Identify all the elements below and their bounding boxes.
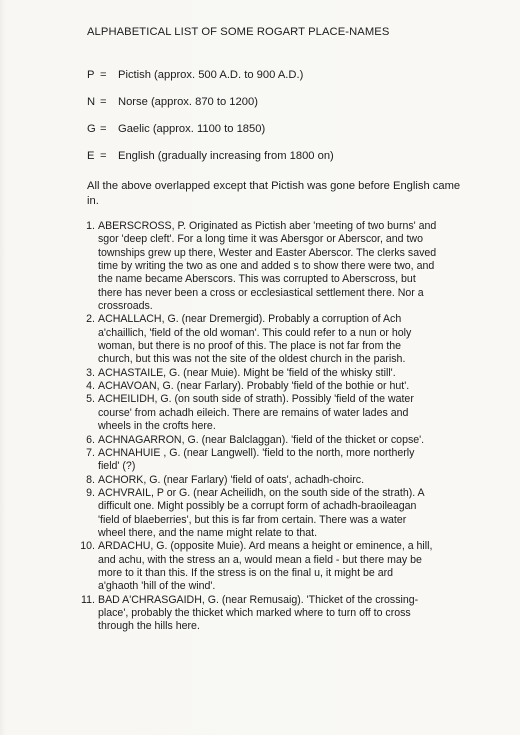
key-line-gaelic <box>87 123 265 135</box>
list-item <box>85 447 495 474</box>
list-item-line: BAD A'CHRASGAIDH, G. (near Remusaig). 'Thicket of the crossing- <box>98 593 419 606</box>
list-item <box>85 367 495 380</box>
list-item-line: townships grew up there, Wester and Easter Aberscor. The clerks saved <box>98 246 437 259</box>
list-item-line: ACHAVOAN, G. (near Farlary). Probably 'field of the bothie or hut'. <box>98 380 410 393</box>
list-item <box>80 540 495 593</box>
key-equals: = <box>100 96 107 108</box>
list-item-line: ACHNAHUIE , G. (near Langwell). 'field to the north, more northerly <box>98 446 415 459</box>
list-item <box>85 487 495 540</box>
key-line-norse <box>87 96 258 108</box>
list-item-number: 8. <box>86 473 95 486</box>
list-item-line: sgor 'deep cleft'. For a long time it was Abersgor or Aberscor, and two <box>98 233 423 246</box>
list-item <box>85 313 495 366</box>
key-text: English (gradually increasing from 1800 on) <box>118 150 334 162</box>
key-text: Norse (approx. 870 to 1200) <box>118 96 258 108</box>
list-item <box>85 474 495 487</box>
list-item-line: wheel there, and the name might relate to that. <box>98 526 318 539</box>
place-name-list <box>80 220 495 634</box>
list-item-line: 'field of blaeberries', but this is far from certain. There was a water <box>98 513 407 526</box>
key-code: N <box>87 96 96 108</box>
list-item-number: 7. <box>86 446 95 459</box>
list-item-line: difficult one. Might possibly be a corrupt form of achadh-braoileagan <box>98 500 417 513</box>
key-code: G <box>87 123 96 135</box>
key-code: P <box>87 69 95 81</box>
list-item-line: there has never been a cross or ecclesiastical settlement there. Nor a <box>98 286 424 299</box>
key-text: Gaelic (approx. 1100 to 1850) <box>118 123 266 135</box>
intro-paragraph <box>87 179 487 209</box>
list-item-number: 6. <box>86 433 95 446</box>
list-item-number: 10. <box>80 540 95 553</box>
list-item-line: more to it than this. If the stress is on the final u, it might be ard <box>98 566 394 579</box>
list-item-line: woman, but there is no proof of this. The place is not far from the <box>98 340 402 353</box>
list-item <box>85 380 495 393</box>
list-item-number: 4. <box>86 380 95 393</box>
list-item-line: wheels in the crofts here. <box>98 420 216 433</box>
list-item-line: place', probably the thicket which marked where to turn off to cross <box>98 606 411 619</box>
list-item-line: ACHALLACH, G. (near Dremergid). Probably a corruption of Ach <box>98 313 402 326</box>
list-item-number: 2. <box>86 313 95 326</box>
list-item-line: ARDACHU, G. (opposite Muie). Ard means a height or eminence, a hill, <box>98 540 433 553</box>
key-text: Pictish (approx. 500 A.D. to 900 A.D.) <box>118 69 304 81</box>
list-item-line: a'ghaoth 'hill of the wind'. <box>98 580 216 593</box>
list-item-line: the name became Aberscors. This was corrupted to Aberscross, but <box>98 273 416 286</box>
intro-line: All the above overlapped except that Pictish was gone before English came <box>87 180 461 192</box>
list-item-line: ACHNAGARRON, G. (near Balclaggan). 'field of the thicket or copse'. <box>98 433 425 446</box>
list-item-number: 3. <box>86 366 95 379</box>
list-item-line: course' from achadh eileich. There are remains of water lades and <box>98 406 409 419</box>
key-equals: = <box>100 150 107 162</box>
list-item-line: ABERSCROSS, P. Originated as Pictish aber 'meeting of two burns' and <box>98 220 437 232</box>
key-line-english <box>87 150 334 162</box>
list-item-line: and achu, with the stress an a, would mean a field - but there may be <box>98 553 422 566</box>
list-item-line: a'chaillich, 'field of the old woman'. This could refer to a nun or holy <box>98 326 412 339</box>
page-title: ALPHABETICAL LIST OF SOME ROGART PLACE-NAMES <box>87 26 390 38</box>
list-item <box>85 393 495 433</box>
list-item-line: field' (?) <box>98 460 136 473</box>
list-item-line: crossroads. <box>98 300 153 313</box>
key-line-pictish <box>87 69 303 81</box>
list-item-number: 1. <box>86 220 95 232</box>
intro-line: in. <box>87 195 99 207</box>
key-equals: = <box>100 123 107 135</box>
list-item-number: 11. <box>81 593 95 606</box>
list-item-number: 9. <box>86 486 95 499</box>
list-item-line: ACHEILIDH, G. (on south side of strath). Possibly 'field of the water <box>98 393 414 406</box>
key-equals: = <box>100 69 107 81</box>
list-item <box>85 434 495 447</box>
list-item-number: 5. <box>86 393 95 406</box>
list-item-line: time by writing the two as one and added s to show there were two, and <box>98 260 435 273</box>
list-item-line: church, but this was not the site of the oldest church in the parish. <box>98 353 406 366</box>
list-item-line: ACHORK, G. (near Farlary) 'field of oats', achadh-choirc. <box>98 473 365 486</box>
list-item <box>85 220 495 313</box>
key-code: E <box>87 150 95 162</box>
list-item-line: ACHVRAIL, P or G. (near Acheilidh, on the south side of the strath). A <box>98 486 425 499</box>
list-item-line: ACHASTAILE, G. (near Muie). Might be 'field of the whisky still'. <box>98 366 396 379</box>
list-item <box>81 593 495 634</box>
list-item-line: through the hills here. <box>98 620 200 633</box>
